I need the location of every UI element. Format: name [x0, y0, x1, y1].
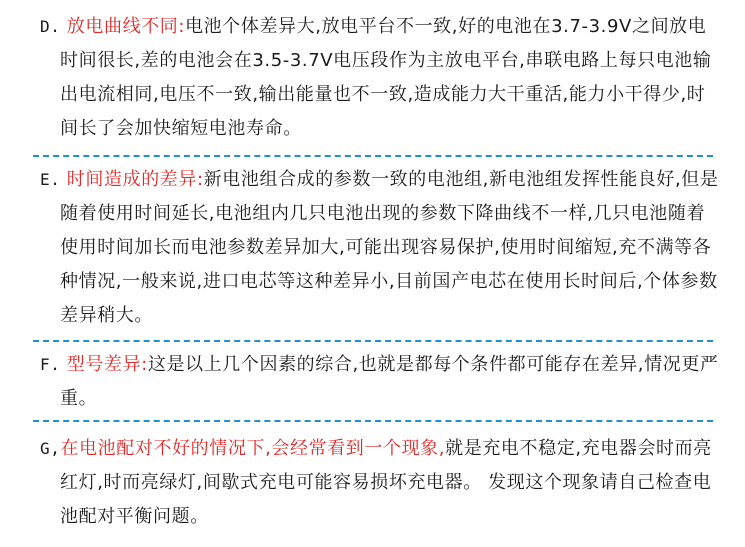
dashed-divider: [33, 420, 713, 422]
section-g-body: 就是充电不稳定,充电器会时而亮红灯,时而亮绿灯,间歇式充电可能容易损坏充电器。 发现这个现象请自己检查电池配对平衡问题。: [60, 438, 712, 527]
section-e-body: 新电池组合成的参数一致的电池组,新电池组发挥性能良好,但是随着使用时间延长,电池组内几只电池出现的参数下降曲线不一样,几只电池随着使用时间加长而电池参数差异加大,可能出现容易保护,使用时间缩短,充不满等各种情况,一般来说,进口电芯等这种差异小,目前国产电芯在使用长时间后,个体参数差异稍大。: [60, 169, 719, 326]
section-d-title: 放电曲线不同:: [66, 16, 186, 37]
section-g: [40, 432, 720, 534]
section-g-letter: G,: [40, 439, 61, 458]
section-f-title: 型号差异:: [66, 354, 148, 375]
section-f: [40, 348, 720, 416]
section-g-title: 在电池配对不好的情况下,会经常看到一个现象,: [60, 438, 446, 459]
dashed-divider: [33, 155, 713, 157]
section-f-body: 这是以上几个因素的综合,也就是都每个条件都可能存在差异,情况更严重。: [60, 354, 719, 409]
section-f-letter: F.: [40, 355, 61, 374]
section-e-title: 时间造成的差异:: [66, 169, 204, 190]
dashed-divider: [33, 340, 713, 342]
section-d-letter: D.: [40, 17, 61, 36]
section-d: [40, 10, 720, 146]
section-f-paragraph: [40, 348, 720, 416]
section-d-body: 电池个体差异大,放电平台不一致,好的电池在3.7-3.9V之间放电时间很长,差的电池会在3.5-3.7V电压段作为主放电平台,串联电路上每只电池输出电流相同,电压不一致,输出能量也不一致,造成能力大干重活,能力小干得少,时间长了会加快缩短电池寿命。: [60, 16, 712, 139]
section-g-paragraph: [40, 432, 720, 534]
section-e-letter: E.: [40, 170, 61, 189]
section-e-paragraph: [40, 163, 720, 333]
section-e: [40, 163, 720, 333]
section-d-paragraph: [40, 10, 720, 146]
